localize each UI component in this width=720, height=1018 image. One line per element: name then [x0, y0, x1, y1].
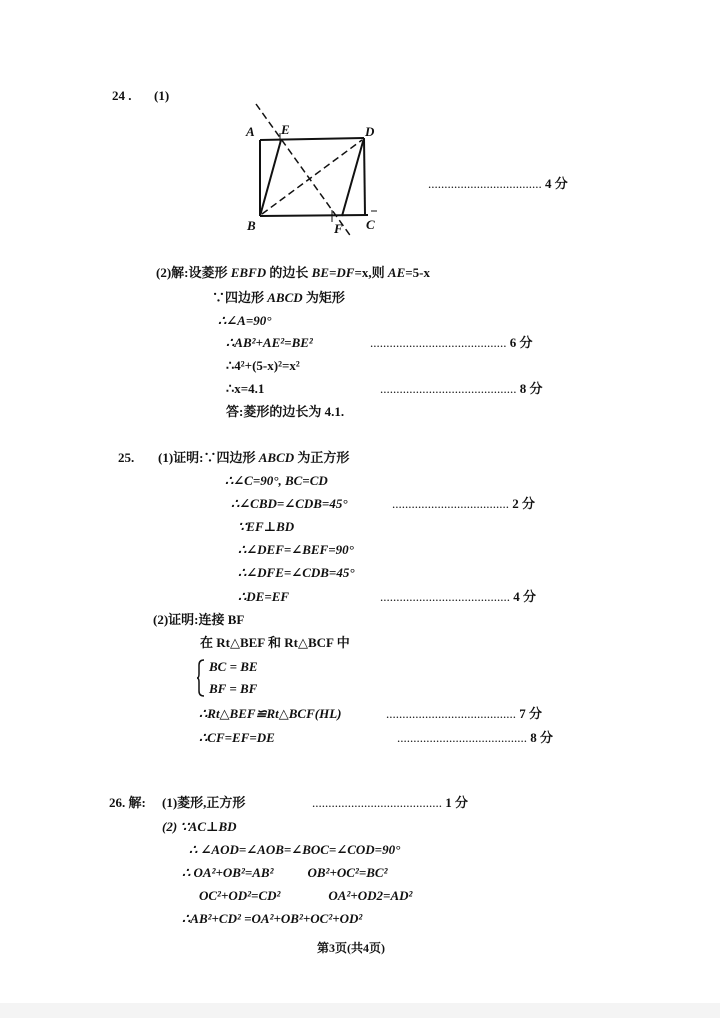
- problem-26-part2: (2) ∵AC⊥BD: [162, 819, 237, 834]
- problem-24-part1-label: (1): [154, 88, 170, 103]
- figure-label-b: B: [247, 218, 256, 233]
- score-value: 4 分: [545, 176, 568, 191]
- problem-25-line-cbd: ∴∠CBD=∠CDB=45°: [231, 496, 348, 511]
- problem-25-system-line-2: BF = BF: [209, 681, 258, 696]
- score-dots: ........................................: [312, 795, 442, 810]
- problem-24-score-3: [380, 381, 543, 397]
- problem-24-angle-a: ∴∠A=90°: [218, 313, 272, 328]
- problem-25-ef-perp: ∵EF⊥BD: [238, 519, 295, 534]
- text: (1)证明:∵四边形: [158, 450, 259, 465]
- score-value: 7 分: [519, 706, 543, 721]
- problem-25-system-line-1: BC = BE: [209, 659, 258, 674]
- text-abcd: ABCD: [267, 290, 303, 305]
- figure-side-bc: [260, 215, 368, 216]
- score-value: 1 分: [445, 795, 469, 810]
- problem-24-solve: ∴x=4.1: [226, 381, 265, 396]
- equation-oa-ob: ∴ OA²+OB²=AB²: [182, 865, 274, 880]
- text: 为矩形: [302, 290, 345, 305]
- score-dots: ..........................................: [370, 335, 507, 350]
- rectangle-rhombus-figure: [244, 100, 384, 240]
- problem-24-answer: 答:菱形的边长为 4.1.: [226, 404, 345, 419]
- text: =5-x: [405, 265, 430, 280]
- equation-oa-od: OA²+OD2=AD²: [328, 888, 413, 903]
- problem-26-eq-row-2: [199, 888, 412, 904]
- problem-25-line-c: ∴∠C=90°, BC=CD: [225, 473, 328, 488]
- text-bedf: BE=DF: [311, 265, 355, 280]
- problem-26-eq-row-1: [182, 865, 387, 881]
- problem-26-score: [312, 795, 468, 811]
- problem-25-line-dfe: ∴∠DFE=∠CDB=45°: [238, 565, 355, 580]
- figure-side-dc: [364, 138, 365, 215]
- text: 为正方形: [294, 450, 350, 465]
- figure-segment-fd: [342, 138, 364, 216]
- score-dots: ........................................: [397, 730, 527, 745]
- problem-25-congruent: ∴Rt△BEF≌Rt△BCF(HL): [199, 706, 342, 721]
- problem-24-part2-intro: [156, 265, 430, 281]
- problem-26-number: 26. 解:: [109, 795, 146, 810]
- problem-24-number: 24 .: [112, 88, 132, 103]
- problem-26-sum: ∴AB²+CD² =OA²+OB²+OC²+OD²: [182, 911, 363, 926]
- score-dots: ...................................: [428, 176, 542, 191]
- text: (2)解:设菱形: [156, 265, 231, 280]
- score-dots: ........................................: [386, 706, 516, 721]
- text-ebfd: EBFD: [230, 265, 267, 280]
- text-ae: AE: [387, 265, 406, 280]
- problem-24-because-rect: [212, 290, 345, 306]
- figure-label-f: F: [334, 221, 343, 236]
- problem-25-part2-intro: (2)证明:连接 BF: [153, 612, 245, 627]
- problem-24-pythagoras: ∴AB²+AE²=BE²: [226, 335, 313, 350]
- text: 的边长: [266, 265, 312, 280]
- problem-24-score-1: [428, 176, 568, 192]
- problem-24-score-2: [370, 335, 533, 351]
- problem-25-number: 25.: [118, 450, 135, 465]
- score-dots: ....................................: [392, 496, 509, 511]
- equation-oc-od: OC²+OD²=CD²: [199, 888, 281, 903]
- score-value: 8 分: [519, 381, 543, 396]
- score-dots: ..........................................: [380, 381, 517, 396]
- figure-label-d: D: [365, 124, 375, 139]
- problem-26-part1: (1)菱形,正方形: [162, 795, 246, 810]
- text: ∵四边形: [212, 290, 268, 305]
- figure-label-c: C: [366, 217, 375, 232]
- page-footer: 第3页(共4页): [317, 941, 385, 955]
- text-abcd: ABCD: [258, 450, 295, 465]
- problem-24-equation: ∴4²+(5-x)²=x²: [226, 358, 300, 373]
- score-value: 6 分: [509, 335, 533, 350]
- problem-25-score-d: [397, 730, 553, 746]
- figure-label-e: E: [281, 122, 290, 137]
- problem-25-in-rt: 在 Rt△BEF 和 Rt△BCF 中: [200, 635, 350, 650]
- text: =x,则: [354, 265, 388, 280]
- problem-25-cf-line: ∴CF=EF=DE: [199, 730, 275, 745]
- score-value: 8 分: [530, 730, 554, 745]
- equation-ob-oc: OB²+OC²=BC²: [307, 865, 388, 880]
- score-value: 4 分: [513, 589, 537, 604]
- score-value: 2 分: [512, 496, 536, 511]
- figure-fold-line: [256, 104, 352, 238]
- problem-25-line-de: ∴DE=EF: [238, 589, 290, 604]
- problem-25-part1-intro: [158, 450, 349, 466]
- problem-26-angles: ∴ ∠AOD=∠AOB=∠BOC=∠COD=90°: [189, 842, 401, 857]
- page-bottom-edge: [0, 1003, 720, 1018]
- score-dots: ........................................: [380, 589, 510, 604]
- problem-25-line-def: ∴∠DEF=∠BEF=90°: [238, 542, 354, 557]
- problem-25-score-a: [392, 496, 535, 512]
- figure-side-ad: [260, 138, 364, 140]
- equation-system-brace: [197, 659, 205, 697]
- problem-25-score-c: [386, 706, 542, 722]
- figure-label-a: A: [246, 124, 255, 139]
- problem-25-score-b: [380, 589, 536, 605]
- figure-segment-eb: [260, 140, 281, 216]
